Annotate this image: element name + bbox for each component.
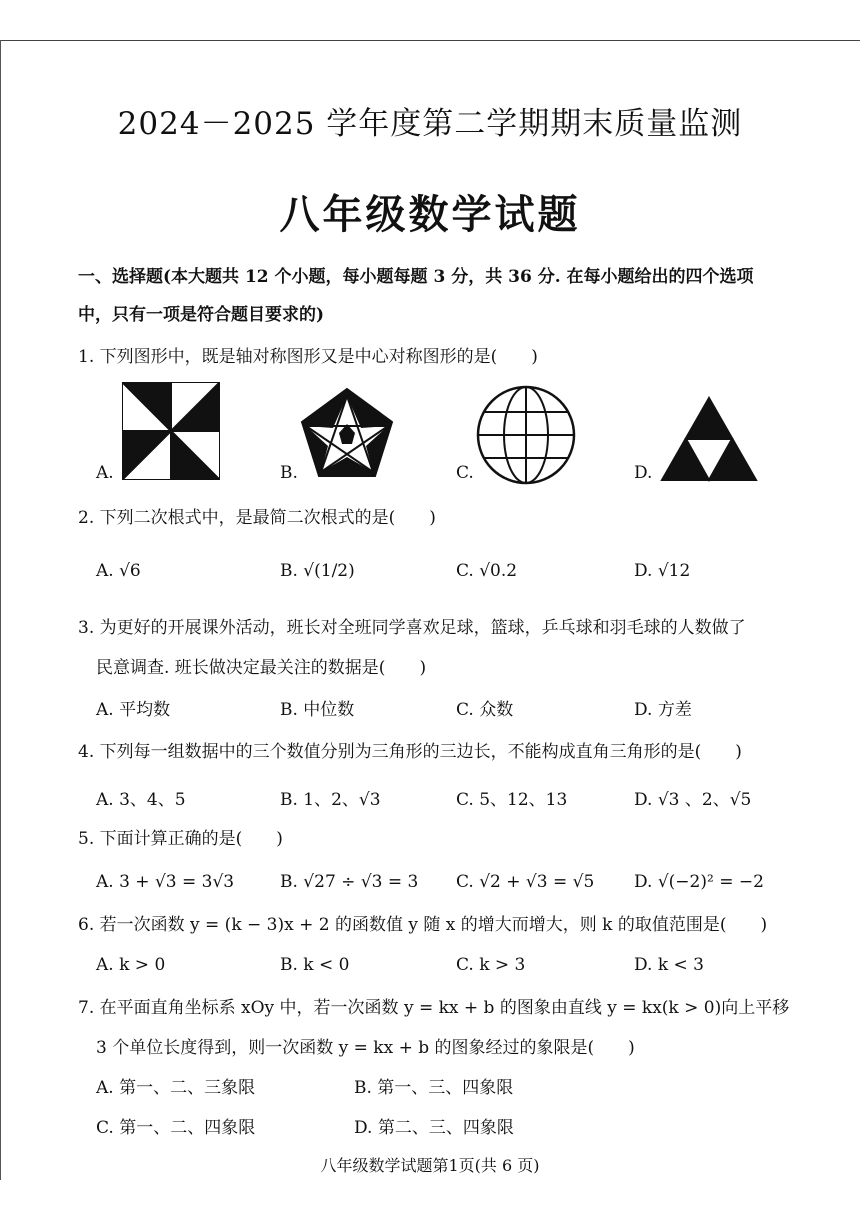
scan-border-top	[0, 40, 860, 41]
question-5-option-c[interactable]: C. √2 + √3 = √5	[456, 872, 595, 892]
question-7-stem-line2: 3 个单位长度得到，则一次函数 y = kx + b 的图象经过的象限是( )	[96, 1038, 635, 1058]
question-1-stem: 1. 下列图形中，既是轴对称图形又是中心对称图形的是( )	[78, 347, 538, 367]
question-4-option-b[interactable]: B. 1、2、√3	[280, 790, 381, 810]
question-5-option-a[interactable]: A. 3 + √3 = 3√3	[96, 872, 235, 892]
question-6-option-c[interactable]: C. k > 3	[456, 955, 526, 975]
question-3-stem-line2: 民意调查. 班长做决定最关注的数据是( )	[96, 658, 427, 678]
question-1-option-b[interactable]: B.	[280, 463, 298, 483]
question-2-stem: 2. 下列二次根式中，是最简二次根式的是( )	[78, 508, 436, 528]
pentagon-star-figure	[298, 386, 396, 480]
question-7-option-c[interactable]: C. 第一、二、四象限	[96, 1118, 256, 1138]
question-1-option-a[interactable]: A.	[96, 463, 114, 483]
question-7-option-d[interactable]: D. 第二、三、四象限	[354, 1118, 514, 1138]
question-6-option-d[interactable]: D. k < 3	[634, 955, 705, 975]
question-4-option-d[interactable]: D. √3 、2、√5	[634, 790, 752, 810]
question-5-stem: 5. 下面计算正确的是( )	[78, 829, 283, 849]
question-7-option-b[interactable]: B. 第一、三、四象限	[354, 1078, 514, 1098]
exam-title: 2024－2025 学年度第二学期期末质量监测	[117, 106, 743, 142]
question-2-option-c[interactable]: C. √0.2	[456, 561, 518, 581]
question-2-option-a[interactable]: A. √6	[96, 561, 141, 581]
triangle-figure	[660, 396, 758, 482]
pinwheel-figure	[122, 382, 220, 480]
question-2-option-b[interactable]: B. √(1/2)	[280, 561, 355, 581]
question-7-option-a[interactable]: A. 第一、二、三象限	[96, 1078, 256, 1098]
question-7-stem-line1: 7. 在平面直角坐标系 xOy 中，若一次函数 y = kx + b 的图象由直线 y = kx(k > 0)向上平移	[78, 998, 790, 1018]
question-2-option-d[interactable]: D. √12	[634, 561, 691, 581]
exam-subtitle: 八年级数学试题	[279, 191, 581, 238]
question-3-option-d[interactable]: D. 方差	[634, 700, 692, 720]
question-3-stem-line1: 3. 为更好的开展课外活动，班长对全班同学喜欢足球，篮球，乒乓球和羽毛球的人数做了	[78, 618, 746, 638]
question-5-option-b[interactable]: B. √27 ÷ √3 = 3	[280, 872, 419, 892]
globe-figure	[475, 384, 577, 486]
question-4-option-c[interactable]: C. 5、12、13	[456, 790, 568, 810]
question-3-option-b[interactable]: B. 中位数	[280, 700, 355, 720]
question-5-option-d[interactable]: D. √(−2)² = −2	[634, 872, 764, 892]
question-3-option-a[interactable]: A. 平均数	[96, 700, 171, 720]
question-4-stem: 4. 下列每一组数据中的三个数值分别为三角形的三边长，不能构成直角三角形的是( )	[78, 742, 742, 762]
question-6-option-b[interactable]: B. k < 0	[280, 955, 350, 975]
section-instruction-line2: 中，只有一项是符合题目要求的)	[78, 305, 325, 325]
question-6-stem: 6. 若一次函数 y = (k − 3)x + 2 的函数值 y 随 x 的增大而增大，则 k 的取值范围是( )	[78, 915, 768, 935]
question-3-option-c[interactable]: C. 众数	[456, 700, 514, 720]
section-instruction-line1: 一、选择题(本大题共 12 个小题，每小题每题 3 分，共 36 分. 在每小题给出的四个选项	[78, 267, 754, 287]
page-footer: 八年级数学试题第1页(共 6 页)	[320, 1156, 540, 1175]
question-4-option-a[interactable]: A. 3、4、5	[96, 790, 186, 810]
question-6-option-a[interactable]: A. k > 0	[96, 955, 166, 975]
question-1-option-c[interactable]: C.	[456, 463, 474, 483]
question-1-option-d[interactable]: D.	[634, 463, 653, 483]
